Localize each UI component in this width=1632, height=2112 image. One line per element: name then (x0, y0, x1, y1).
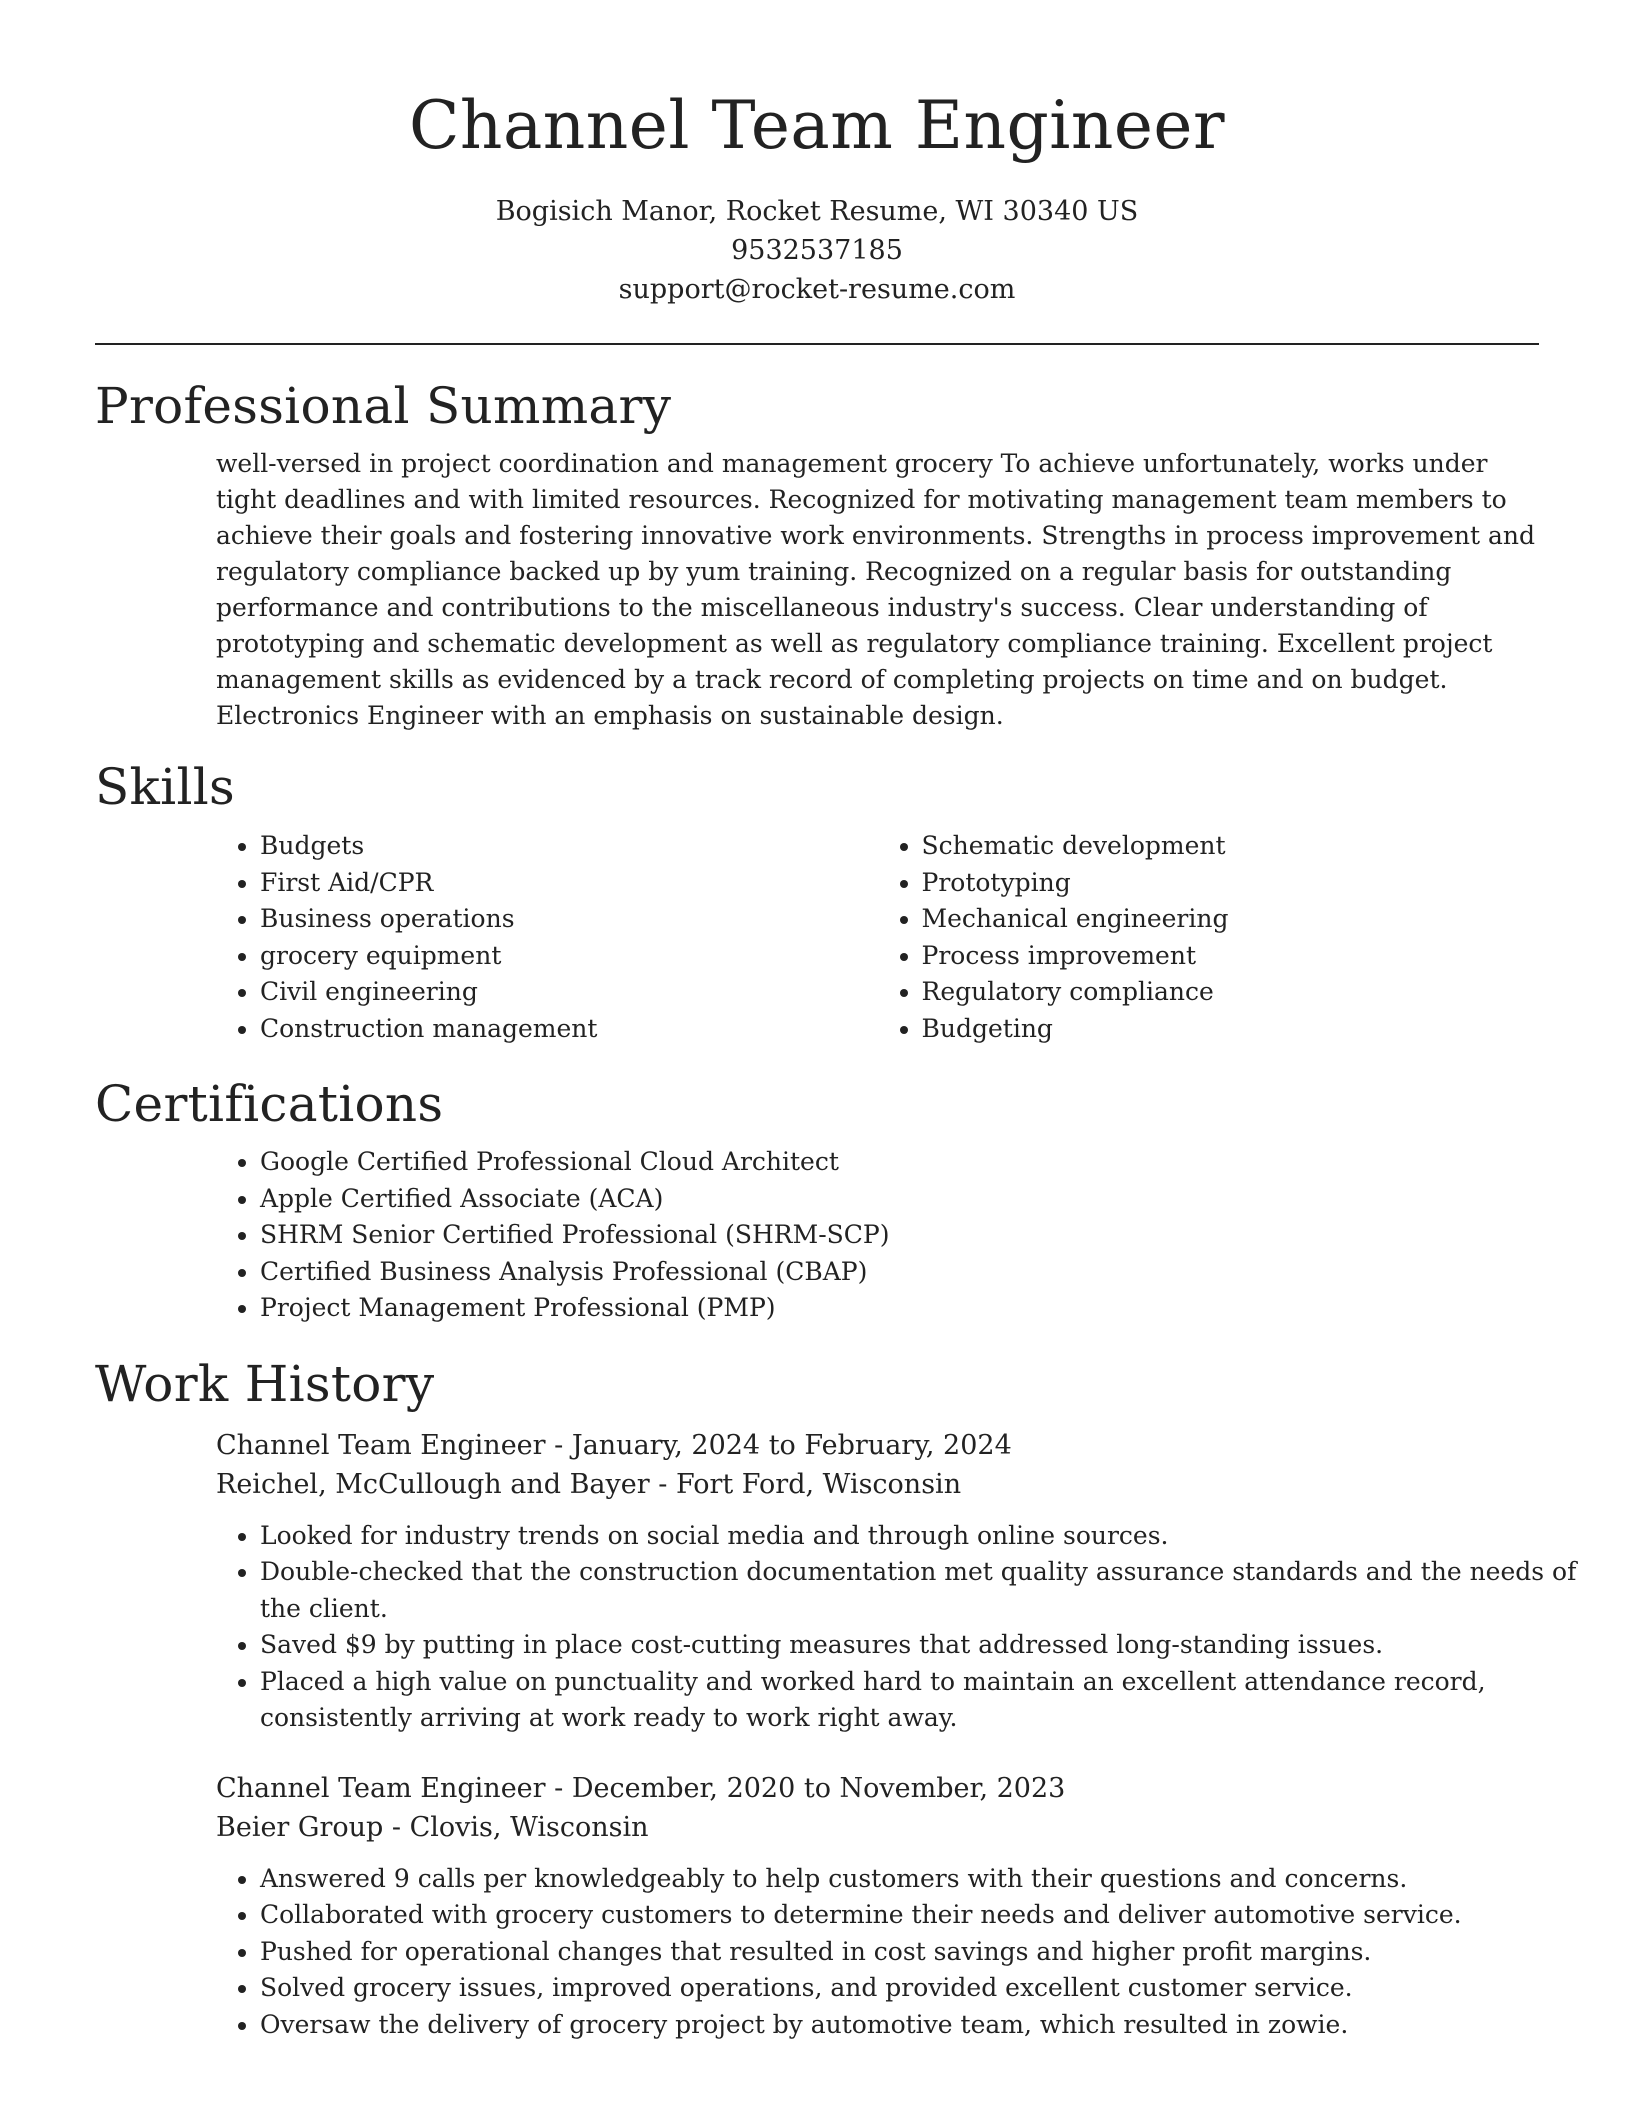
skill-item: • Business operations (260, 901, 878, 938)
skills-heading: Skills (95, 758, 235, 816)
skill-item: • First Aid/CPR (260, 865, 878, 902)
summary-text: well-versed in project coordination and management grocery To achieve unfortunately, works under tight deadlines and with limited resources. Recognized for motivating management team members to achieve their goals and fostering innovative work environments. Strengths in process improvement and regulatory compliance backed up by yum training. Recognized on a regular basis for outstanding performance and contributions to the miscellaneous industry's success. Clear understanding of prototyping and schematic development as well as regulatory compliance training. Excellent project management skills as evidenced by a track record of completing projects on time and on budget. Electronics Engineer with an emphasis on sustainable design. (216, 449, 1535, 730)
candidate-name: Channel Team Engineer (408, 87, 1226, 164)
summary-heading: Professional Summary (95, 377, 672, 435)
contact-address: Bogisich Manor, Rocket Resume, WI 30340 US (495, 196, 1139, 227)
job-title-line (216, 1426, 1539, 1465)
certification-item: • Project Management Professional (PMP) (260, 1290, 1539, 1327)
skill-item: • Civil engineering (260, 974, 878, 1011)
job-location: - Fort Ford, Wisconsin (649, 1468, 962, 1500)
job-bullets (216, 1861, 1583, 2044)
job-bullet: • Solved grocery issues, improved operations, and provided excellent customer service. (260, 1970, 1583, 2007)
certification-item: • Apple Certified Associate (ACA) (260, 1181, 1539, 1218)
certifications-list (216, 1144, 1539, 1327)
job-bullet: • Collaborated with grocery customers to determine their needs and deliver automotive service. (260, 1897, 1583, 1934)
skill-item: • Prototyping (922, 865, 1540, 902)
job-entry (216, 1426, 1577, 1737)
resume-header (95, 0, 1539, 309)
certification-item: • Google Certified Professional Cloud Architect (260, 1144, 1539, 1181)
contact-phone: 9532537185 (731, 235, 903, 266)
job-bullets (216, 1518, 1583, 1737)
job-company: Reichel, McCullough and Bayer (216, 1468, 650, 1500)
job-bullet: • Looked for industry trends on social media and through online sources. (260, 1518, 1583, 1555)
skill-item: • Budgeting (922, 1011, 1540, 1048)
certifications-heading: Certifications (95, 1075, 444, 1133)
job-title: Channel Team Engineer (216, 1429, 546, 1461)
contact-info (95, 192, 1539, 309)
skill-item: • Regulatory compliance (922, 974, 1540, 1011)
job-bullet: • Answered 9 calls per knowledgeably to help customers with their questions and concerns. (260, 1861, 1583, 1898)
job-company: Beier Group (216, 1811, 384, 1843)
skill-item: • grocery equipment (260, 938, 878, 975)
job-title-line (216, 1769, 1539, 1808)
job-company-line (216, 1465, 1539, 1504)
skills-list-right (878, 828, 1540, 1047)
certification-item: • SHRM Senior Certified Professional (SHRM-SCP) (260, 1217, 1539, 1254)
certifications-section (95, 1074, 1539, 1327)
skills-list-left (216, 828, 878, 1047)
job-entry (216, 1769, 1539, 2044)
job-bullet: • Saved $9 by putting in place cost-cutting measures that addressed long-standing issues. (260, 1627, 1583, 1664)
job-dates: - December, 2020 to November, 2023 (545, 1772, 1066, 1804)
certification-item: • Certified Business Analysis Professional (CBAP) (260, 1254, 1539, 1291)
job-company-line (216, 1808, 1539, 1847)
job-bullet: • Pushed for operational changes that resulted in cost savings and higher profit margins. (260, 1934, 1583, 1971)
skill-item: • Budgets (260, 828, 878, 865)
job-bullet: • Oversaw the delivery of grocery project by automotive team, which resulted in zowie. (260, 2007, 1583, 2044)
skill-item: • Construction management (260, 1011, 878, 1048)
work-history-heading: Work History (95, 1354, 435, 1413)
skill-item: • Mechanical engineering (922, 901, 1540, 938)
summary-section (95, 376, 1539, 734)
job-bullet: • Double-checked that the construction documentation met quality assurance standards and the needs of the client. (260, 1554, 1583, 1627)
skills-section (95, 757, 1539, 1047)
job-bullet: • Placed a high value on punctuality and worked hard to maintain an excellent attendance record, consistently arriving at work ready to work right away. (260, 1664, 1583, 1737)
work-history-section (95, 1354, 1577, 2044)
job-dates: - January, 2024 to February, 2024 (545, 1429, 1012, 1461)
header-divider (95, 343, 1539, 345)
skill-item: • Process improvement (922, 938, 1540, 975)
job-title: Channel Team Engineer (216, 1772, 546, 1804)
skill-item: • Schematic development (922, 828, 1540, 865)
contact-email: support@rocket-resume.com (618, 274, 1016, 305)
resume-page (95, 0, 1577, 2043)
job-location: - Clovis, Wisconsin (383, 1811, 649, 1843)
